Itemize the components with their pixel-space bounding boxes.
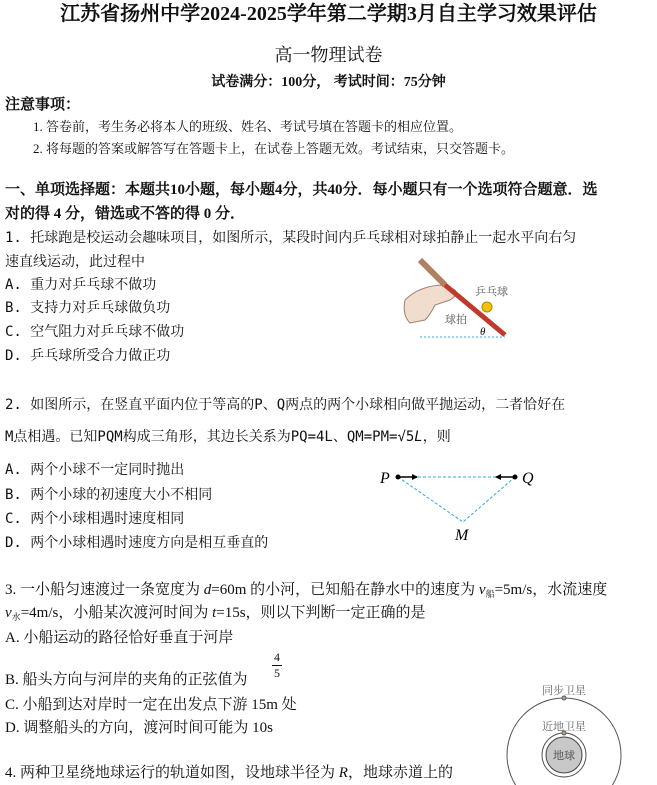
- earth-label: 地球: [553, 750, 575, 762]
- var-v: v: [478, 582, 486, 598]
- q3-stem: [5, 581, 607, 603]
- qm-line: [463, 477, 515, 522]
- q3-text: =4m/s，小船某次渡河时间为: [20, 605, 213, 621]
- q1-stem: 1. 托球跑是校运动会趣味项目，如图所示，某段时间内乒乓球相对球拍静止一起水平向右匀: [5, 230, 577, 246]
- q2-stem: 2. 如图所示，在竖直平面内位于等高的P、Q两点的两个小球相向做平抛运动，二者恰好在: [5, 397, 566, 413]
- exam-info: 试卷满分：100分， 考试时间：75分钟: [211, 75, 446, 90]
- q2-figure: [370, 462, 550, 542]
- q3-text: =15s，则以下判断一定正确的是: [216, 605, 426, 621]
- q1-option-c: C. 空气阻力对乒乓球不做功: [5, 324, 185, 340]
- q3-text: 3. 一小船匀速渡过一条宽度为: [5, 582, 204, 598]
- label-q: Q: [522, 470, 534, 487]
- subscript-boat: 船: [485, 589, 495, 599]
- sqrt-five: √5: [397, 429, 415, 445]
- q2-option-a: A. 两个小球不一定同时抛出: [5, 462, 185, 478]
- q4-figure: [495, 680, 635, 785]
- angle-label: θ: [480, 326, 486, 338]
- section-heading: 一、单项选择题：本题共10小题，每小题4分，共40分．每小题只有一个选项符合题意．选: [5, 182, 598, 198]
- q2-option-b: B. 两个小球的初速度大小不相同: [5, 487, 213, 503]
- geo-label: 同步卫星: [542, 685, 586, 697]
- label-m: M: [455, 527, 469, 542]
- subscript-water: 水: [11, 612, 21, 622]
- point-p: [396, 475, 401, 480]
- fraction-four-fifths: [272, 651, 282, 680]
- q1-figure: [400, 255, 520, 350]
- notice-heading: 注意事项：: [5, 97, 81, 113]
- var-v: v: [5, 605, 12, 621]
- point-q: [513, 475, 518, 480]
- exam-title: 江苏省扬州中学2024-2025学年第二学期3月自主学习效果评估: [60, 3, 597, 25]
- q2-stem-end: ，则: [422, 429, 451, 445]
- arrowhead-icon: [412, 474, 418, 480]
- q1-option-d: D. 乒乓球所受合力做正功: [5, 348, 171, 364]
- q4-text: 4. 两种卫星绕地球运行的轨道如图，设地球半径为: [5, 765, 339, 781]
- length-l: L: [414, 429, 423, 445]
- exam-subtitle: 高一物理试卷: [274, 45, 383, 65]
- q2-stem-cont: [5, 428, 451, 446]
- section-heading-cont: 对的得 4 分，错选或不答的得 0 分．: [5, 206, 246, 222]
- q3-option-d: D. 调整船头的方向，渡河时间可能为 10s: [5, 720, 273, 736]
- q3-stem-cont: [5, 604, 426, 626]
- label-p: P: [380, 470, 390, 487]
- denominator: 5: [274, 666, 280, 680]
- q3-option-c: C. 小船到达对岸时一定在出发点下游 15m 处: [5, 697, 297, 713]
- arrowhead-icon: [495, 474, 501, 480]
- q1-option-b: B. 支持力对乒乓球做负功: [5, 300, 171, 316]
- q3-option-b: B. 船头方向与河岸的夹角的正弦值为: [5, 672, 248, 688]
- leo-label: 近地卫星: [542, 721, 586, 733]
- ping-pong-ball: [482, 302, 492, 312]
- q3-text: =60m 的小河，已知船在静水中的速度为: [211, 582, 479, 598]
- q2-option-c: C. 两个小球相遇时速度相同: [5, 511, 185, 527]
- paddle-label: 球拍: [445, 314, 467, 326]
- q2-option-d: D. 两个小球相遇时速度方向是相互垂直的: [5, 535, 269, 551]
- var-d: d: [203, 582, 212, 598]
- q3-option-a: A. 小船运动的路径恰好垂直于河岸: [5, 630, 234, 646]
- var-r: R: [338, 765, 348, 781]
- q2-stem-text: M点相遇。已知PQM构成三角形，其边长关系为PQ=4L、QM=PM=: [5, 429, 398, 445]
- q4-text: ，地球赤道上的: [347, 765, 453, 781]
- q1-option-a: A. 重力对乒乓球不做功: [5, 277, 157, 293]
- notice-item: 1. 答卷前，考生务必将本人的班级、姓名、考试号填在答题卡的相应位置。: [33, 119, 463, 134]
- numerator: 4: [274, 650, 280, 664]
- q3-text: =5m/s，水流速度: [494, 582, 608, 598]
- ball-label: 乒乓球: [475, 286, 508, 298]
- notice-item: 2. 将每题的答案或解答写在答题卡上，在试卷上答题无效。考试结束，只交答题卡。: [33, 141, 515, 156]
- pm-line: [398, 477, 463, 522]
- q4-stem: [5, 764, 453, 782]
- q1-stem-cont: 速直线运动，此过程中: [5, 254, 145, 270]
- var-t: t: [212, 605, 217, 621]
- paddle-handle: [420, 260, 445, 285]
